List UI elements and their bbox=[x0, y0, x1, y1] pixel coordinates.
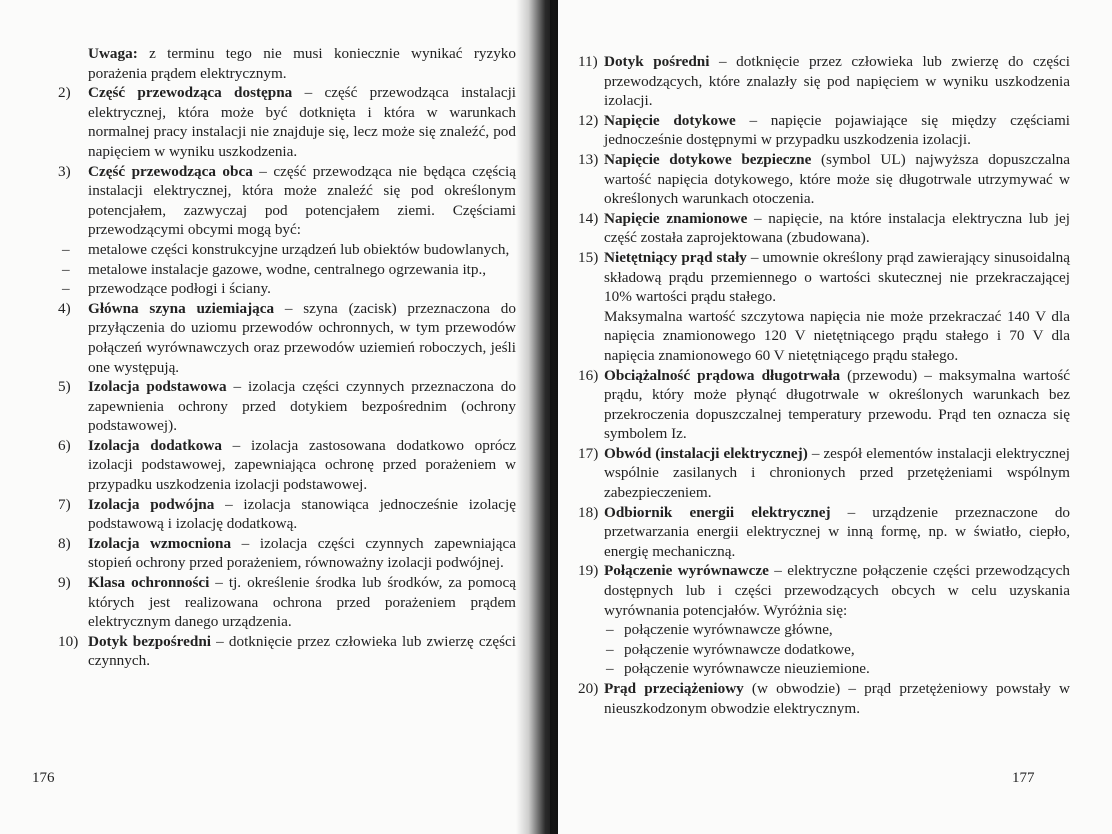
dash-item bbox=[58, 279, 516, 299]
definition-item bbox=[58, 162, 516, 240]
definition-text: (symbol UL) najwyższa dopuszczalna wartość napięcia dotykowego, które może się długotrwale utrzymywać w określonych warunkach otoczenia. bbox=[604, 150, 1071, 208]
definition-item bbox=[578, 150, 1070, 209]
definition-text: – elektryczne połączenie części przewodzących dostępnych lub i części przewodzących obcych w celu uzyskania wyrównania potencjałów. Wyróżnia się: bbox=[604, 562, 1070, 619]
definition-item bbox=[578, 561, 1070, 620]
definition-item bbox=[58, 83, 516, 161]
note bbox=[58, 44, 516, 83]
item-number: 4) bbox=[58, 299, 71, 317]
definition-item bbox=[578, 248, 1070, 307]
definition-paragraph: Maksymalna wartość szczytowa napięcia nie może przekraczać 140 V dla napięcia znamionowego 120 V nietętniącego prądu stałego i 70 V dla napięcia znamionowego 60 V nietętniącego prądu stałego. bbox=[604, 307, 1070, 364]
definition-text: – szyna (zacisk) przeznaczona do przyłączenia do uziomu przewodów ochronnych, w tym przewodów połączeń wyrównawczych oraz przewodów uziemień roboczych, jeśli one występują. bbox=[88, 299, 516, 376]
item-number: 20) bbox=[578, 680, 599, 697]
item-number: 17) bbox=[578, 444, 599, 462]
definition-text: – tj. określenie środka lub środków, za pomocą których jest realizowana ochrona przed porażeniem prądem elektrycznym danego urządzenia. bbox=[88, 574, 516, 631]
definition-term: Część przewodząca dostępna bbox=[88, 84, 293, 102]
dash-mark: – bbox=[606, 621, 614, 639]
definition-term: Klasa ochronności bbox=[88, 574, 210, 592]
definition-item bbox=[58, 495, 516, 534]
definition-text: – część przewodząca instalacji elektrycznej, która może być dotknięta i która w warunkach normalnej pracy instalacji nie znajduje się, lecz może się znaleźć, pod napięciem w wyniku uszkodzenia. bbox=[88, 84, 517, 160]
definition-term: Napięcie dotykowe bbox=[604, 111, 736, 129]
item-number: 5) bbox=[58, 378, 71, 396]
definition-term: Napięcie dotykowe bezpieczne bbox=[604, 150, 812, 168]
item-number: 9) bbox=[58, 574, 71, 592]
item-number: 15) bbox=[578, 248, 599, 266]
definition-text: – izolacja części czynnych przeznaczona do zapewnienia ochrony przed dotykiem bezpośrednim (ochrony podstawowej). bbox=[88, 378, 516, 435]
definition-term: Izolacja dodatkowa bbox=[88, 436, 222, 454]
left-page bbox=[0, 0, 548, 834]
definition-text: – umownie określony prąd zawierający sinusoidalną składową prądu przemiennego o wartości skutecznej nie przekraczającej 10% wartości prądu stałego. bbox=[604, 248, 1071, 306]
definition-item bbox=[578, 209, 1070, 248]
dash-mark: – bbox=[62, 280, 70, 298]
page-number: 176 bbox=[32, 770, 55, 786]
dash-text: metalowe części konstrukcyjne urządzeń lub obiektów budowlanych, bbox=[88, 240, 510, 258]
definition-text: – dotknięcie przez człowieka lub zwierzę do części przewodzących, które znalazły się pod napięciem w wyniku uszkodzenia izolacji. bbox=[604, 53, 1070, 110]
definition-item bbox=[578, 52, 1070, 111]
definition-term: Dotyk bezpośredni bbox=[88, 632, 212, 650]
note-term: Uwaga: bbox=[88, 45, 138, 62]
definition-item bbox=[578, 111, 1070, 150]
book-gutter-edge bbox=[550, 0, 558, 834]
definition-item bbox=[578, 366, 1070, 444]
item-number: 18) bbox=[578, 503, 599, 521]
right-page-text bbox=[578, 52, 1070, 718]
definition-term: Główna szyna uziemiająca bbox=[88, 299, 275, 317]
dash-mark: – bbox=[606, 660, 614, 678]
definition-text: (w obwodzie) – prąd przetężeniowy powstały w nieuszkodzonym obwodzie elektrycznym. bbox=[604, 680, 1071, 717]
definition-text: – napięcie, na które instalacja elektryczna lub jej część została zaprojektowana (zbudowana). bbox=[604, 209, 1071, 247]
definition-text: – napięcie pojawiające się między częściami jednocześnie dostępnymi w przypadku uszkodzenia izolacji. bbox=[604, 111, 1070, 149]
item-number: 3) bbox=[58, 162, 71, 180]
definition-text: (przewodu) – maksymalna wartość prądu, który może płynąć długotrwale w określonych warunkach bez przekroczenia dopuszczalnej temperatury przewodu. Prąd ten oznacza się symbolem Iz. bbox=[604, 366, 1070, 443]
definition-item bbox=[58, 573, 516, 632]
definition-item bbox=[58, 534, 516, 573]
definition-term: Izolacja wzmocniona bbox=[88, 534, 232, 552]
dash-item bbox=[578, 659, 1070, 679]
definition-item bbox=[58, 436, 516, 495]
definition-term: Odbiornik energii elektrycznej bbox=[604, 503, 831, 521]
definition-term: Napięcie znamionowe bbox=[604, 209, 748, 227]
definition-text: – urządzenie przeznaczone do przetwarzania energii elektrycznej w inną formę, np. w światło, ciepło, energię mechaniczną. bbox=[604, 503, 1071, 560]
item-number: 16) bbox=[578, 366, 599, 384]
definition-item bbox=[58, 299, 516, 377]
definition-text: – izolacja stanowiąca jednocześnie izolację podstawową i izolację dodatkową. bbox=[88, 495, 516, 533]
definition-term: Izolacja podwójna bbox=[88, 495, 215, 513]
dash-mark: – bbox=[606, 640, 614, 658]
definition-term: Część przewodząca obca bbox=[88, 162, 253, 180]
definition-term: Dotyk pośredni bbox=[604, 53, 710, 70]
definition-text: – dotknięcie przez człowieka lub zwierzę części czynnych. bbox=[88, 632, 517, 670]
item-number: 19) bbox=[578, 562, 599, 580]
definition-term: Izolacja podstawowa bbox=[88, 378, 227, 396]
note-text: z terminu tego nie musi koniecznie wynikać ryzyko porażenia prądem elektrycznym. bbox=[88, 45, 516, 82]
definition-term: Połączenie wyrównawcze bbox=[604, 562, 769, 580]
dash-mark: – bbox=[62, 260, 70, 278]
item-number: 8) bbox=[58, 534, 71, 552]
definition-text: – część przewodząca nie będąca częścią instalacji elektrycznej, która może znaleźć się pod określonym potencjałem, zazwyczaj pod potencjałem ziemi. Częściami przewodzącymi obcymi mogą być: bbox=[88, 162, 517, 239]
definition-item bbox=[58, 632, 516, 671]
item-number: 14) bbox=[578, 209, 599, 227]
definition-term: Obwód (instalacji elektrycznej) bbox=[604, 444, 808, 462]
definition-text: – izolacja zastosowana dodatkowo oprócz izolacji podstawowej, zapewniająca ochronę przed porażeniem w przypadku uszkodzenia izolacji podstawowej. bbox=[88, 436, 516, 494]
item-number: 7) bbox=[58, 495, 71, 513]
item-number: 6) bbox=[58, 436, 71, 454]
dash-text: przewodzące podłogi i ściany. bbox=[88, 280, 271, 298]
item-number: 13) bbox=[578, 150, 599, 168]
definition-item bbox=[578, 679, 1070, 718]
dash-item bbox=[578, 640, 1070, 660]
left-page-text bbox=[58, 44, 516, 671]
definition-term: Obciążalność prądowa długotrwała bbox=[604, 366, 841, 384]
item-number: 12) bbox=[578, 111, 599, 129]
definition-item bbox=[58, 377, 516, 436]
dash-text: połączenie wyrównawcze dodatkowe, bbox=[624, 640, 855, 658]
dash-item bbox=[58, 240, 516, 260]
definition-term: Nietętniący prąd stały bbox=[604, 248, 747, 266]
definition-text: – zespół elementów instalacji elektrycznej wspólnie zasilanych i chronionych przed przetężeniami wspólnym zabezpieczeniem. bbox=[604, 444, 1070, 502]
item-number: 10) bbox=[58, 632, 79, 650]
definition-text: – izolacja części czynnych zapewniająca stopień ochrony przed porażeniem, równoważny izolacji podwójnej. bbox=[88, 534, 516, 572]
definition-item bbox=[578, 444, 1070, 503]
dash-item bbox=[578, 620, 1070, 640]
item-number: 11) bbox=[578, 53, 598, 70]
page-number: 177 bbox=[1012, 770, 1035, 786]
definition-term: Prąd przeciążeniowy bbox=[604, 680, 744, 697]
definition-item bbox=[578, 503, 1070, 562]
item-number: 2) bbox=[58, 84, 71, 102]
dash-text: metalowe instalacje gazowe, wodne, centralnego ogrzewania itp., bbox=[88, 260, 487, 278]
dash-text: połączenie wyrównawcze główne, bbox=[624, 621, 833, 639]
right-page bbox=[548, 0, 1112, 834]
dash-item bbox=[58, 260, 516, 280]
dash-mark: – bbox=[62, 240, 70, 258]
dash-text: połączenie wyrównawcze nieuziemione. bbox=[624, 660, 870, 678]
